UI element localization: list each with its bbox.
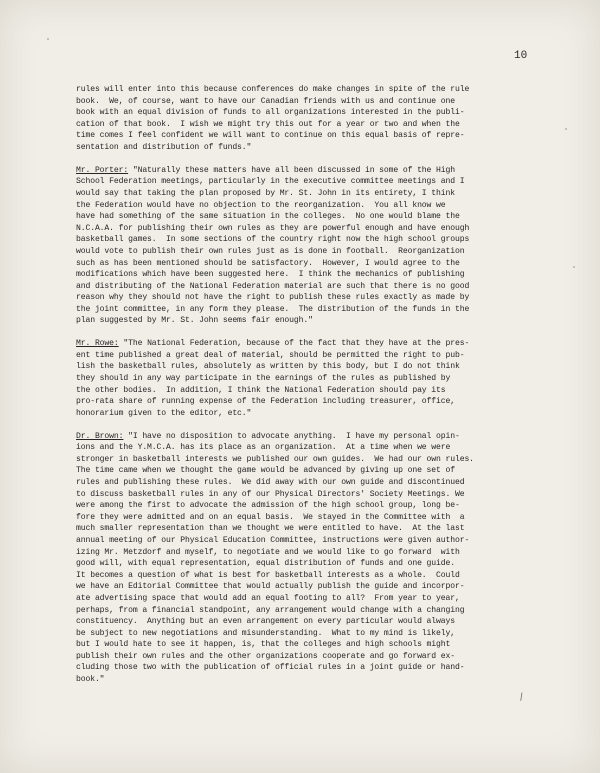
text-line	[76, 454, 546, 466]
line-text: perhaps, from a financial standpoint, any arrangement would change with a changing	[76, 605, 465, 615]
line-text: the joint committee, in any form they please. The distribution of the funds in the	[76, 304, 470, 314]
text-line	[76, 130, 546, 142]
line-text: would say that taking the plan proposed by Mr. St. John in its entirety, I think	[76, 188, 455, 198]
transcript-body	[76, 84, 546, 697]
text-line	[76, 188, 546, 200]
text-line	[76, 350, 546, 362]
text-line	[76, 547, 546, 559]
text-line	[76, 246, 546, 258]
paper-speck	[573, 266, 575, 268]
line-text: plan suggested by Mr. St. John seems fair enough."	[76, 316, 313, 326]
line-text: reason why they should not have the right to publish these rules exactly as made by	[76, 293, 470, 303]
line-text: rules and publishing these rules. We did away with our own guide and discontinued	[76, 477, 465, 487]
text-line	[76, 442, 546, 454]
paper-speck	[565, 128, 567, 130]
text-line	[76, 431, 546, 443]
line-text: cluding those two with the publication of official rules in a joint guide or hand-	[76, 663, 465, 673]
line-text: izing Mr. Metzdorf and myself, to negotiate and we would like to go forward with	[76, 547, 460, 557]
line-text: the other bodies. In addition, I think the National Federation should pay its	[76, 385, 446, 395]
line-text: we have an Editorial Committee that would actually publish the guide and incorpor-	[76, 582, 465, 592]
pencil-mark-icon: /	[517, 692, 527, 705]
text-line	[76, 477, 546, 489]
text-line	[76, 593, 546, 605]
line-text: cation of that book. I wish we might try this out for a year or two and when the	[76, 119, 460, 129]
line-text: book."	[76, 675, 105, 685]
text-line	[76, 234, 546, 246]
paragraph	[76, 338, 546, 419]
line-text: annual meeting of our Physical Education Committee, instructions were given author-	[76, 535, 470, 545]
text-line	[76, 211, 546, 223]
line-text: honorarium given to the editor, etc."	[76, 408, 252, 418]
text-line	[76, 465, 546, 477]
line-text: have had something of the same situation in the colleges. No one would blame the	[76, 212, 460, 222]
text-line	[76, 292, 546, 304]
paragraph	[76, 84, 546, 154]
speaker-name: Dr. Brown:	[76, 431, 124, 441]
paper-speck	[47, 38, 49, 40]
line-text: School Federation meetings, particularly in the executive committee meetings and I	[76, 177, 465, 187]
text-line	[76, 96, 546, 108]
text-line	[76, 315, 546, 327]
text-line	[76, 176, 546, 188]
text-line	[76, 535, 546, 547]
line-text: The time came when we thought the game would be advanced by giving up one set of	[76, 466, 455, 476]
text-line	[76, 500, 546, 512]
text-line	[76, 408, 546, 420]
line-text: the Federation would have no objection to the reorganization. You all know we	[76, 200, 446, 210]
text-line	[76, 674, 546, 686]
text-line	[76, 200, 546, 212]
line-text: N.C.A.A. for publishing their own rules as they are powerful enough and have enough	[76, 223, 470, 233]
text-line	[76, 223, 546, 235]
text-line	[76, 662, 546, 674]
text-line	[76, 269, 546, 281]
text-line	[76, 373, 546, 385]
line-text: "Naturally these matters have all been discussed in some of the High	[128, 165, 455, 175]
speaker-name: Mr. Porter:	[76, 165, 129, 175]
line-text: modifications which have been suggested here. I think the mechanics of publishing	[76, 270, 465, 280]
text-line	[76, 639, 546, 651]
text-line	[76, 489, 546, 501]
text-line	[76, 558, 546, 570]
line-text: were among the first to advocate the admission of the high school group, long be-	[76, 501, 460, 511]
line-text: fore they were admitted and on an equal basis. We stayed in the Committee with a	[76, 512, 465, 522]
line-text: and distributing of the National Federation material are such that there is no good	[76, 281, 470, 291]
line-text: much smaller representation than we thought we were entitled to have. At the last	[76, 524, 465, 534]
page-number: 10	[514, 50, 528, 62]
line-text: ions and the Y.M.C.A. has its place as an organization. At a time when we were	[76, 443, 451, 453]
text-line	[76, 605, 546, 617]
text-line	[76, 581, 546, 593]
line-text: ent time published a great deal of material, should be permitted the right to pub-	[76, 350, 465, 360]
line-text: rules will enter into this because conferences do make changes in spite of the rule	[76, 85, 470, 94]
text-line	[76, 338, 546, 350]
speaker-name: Mr. Rowe:	[76, 339, 119, 349]
line-text: ate advertising space that would add an equal footing to all? From year to year,	[76, 593, 460, 603]
line-text: "I have no disposition to advocate anything. I have my personal opin-	[123, 431, 460, 441]
line-text: constituency. Anything but an even arrangement on every particular would always	[76, 617, 455, 627]
line-text: book with an equal division of funds to all organizations interested in the publi-	[76, 108, 465, 118]
line-text: pro-rata share of running expense of the Federation including treasurer, office,	[76, 397, 455, 407]
line-text: "The National Federation, because of the fact that they have at the pres-	[118, 339, 470, 349]
line-text: book. We, of course, want to have our Canadian friends with us and continue one	[76, 96, 455, 106]
text-line	[76, 385, 546, 397]
text-line	[76, 84, 546, 96]
line-text: sentation and distribution of funds."	[76, 142, 252, 152]
line-text: It becomes a question of what is best for basketball interests as a whole. Could	[76, 570, 460, 580]
text-line	[76, 142, 546, 154]
text-line	[76, 107, 546, 119]
line-text: such as has been mentioned should be satisfactory. However, I would agree to the	[76, 258, 460, 268]
line-text: time comes I feel confident we will want to continue on this equal basis of repre-	[76, 131, 465, 141]
text-line	[76, 361, 546, 373]
text-line	[76, 628, 546, 640]
text-line	[76, 512, 546, 524]
paragraph	[76, 165, 546, 327]
text-line	[76, 616, 546, 628]
line-text: good will, with equal representation, equal distribution of funds and one guide.	[76, 559, 455, 569]
line-text: lish the basketball rules, absolutely as written by this body, but I do not think	[76, 362, 460, 372]
line-text: they should in any way participate in the earnings of the rules as published by	[76, 374, 451, 384]
text-line	[76, 304, 546, 316]
line-text: would vote to publish their own rules just as is done in football. Reorganization	[76, 246, 465, 256]
text-line	[76, 651, 546, 663]
line-text: be subject to new negotiations and misunderstanding. What to my mind is likely,	[76, 628, 455, 638]
line-text: stronger in basketball interests we published our own guides. We had our own rules.	[76, 454, 474, 464]
line-text: basketball games. In some sections of the country right now the high school groups	[76, 235, 470, 245]
paragraph	[76, 431, 546, 686]
text-line	[76, 396, 546, 408]
line-text: publish their own rules and the other organizations cooperate and go forward ex-	[76, 651, 455, 661]
text-line	[76, 523, 546, 535]
text-line	[76, 570, 546, 582]
text-line	[76, 281, 546, 293]
text-line	[76, 165, 546, 177]
text-line	[76, 119, 546, 131]
text-line	[76, 258, 546, 270]
line-text: to discuss basketball rules in any of our Physical Directors' Society Meetings. We	[76, 489, 465, 499]
line-text: but I would hate to see it happen, is, that the colleges and high schools might	[76, 640, 451, 650]
